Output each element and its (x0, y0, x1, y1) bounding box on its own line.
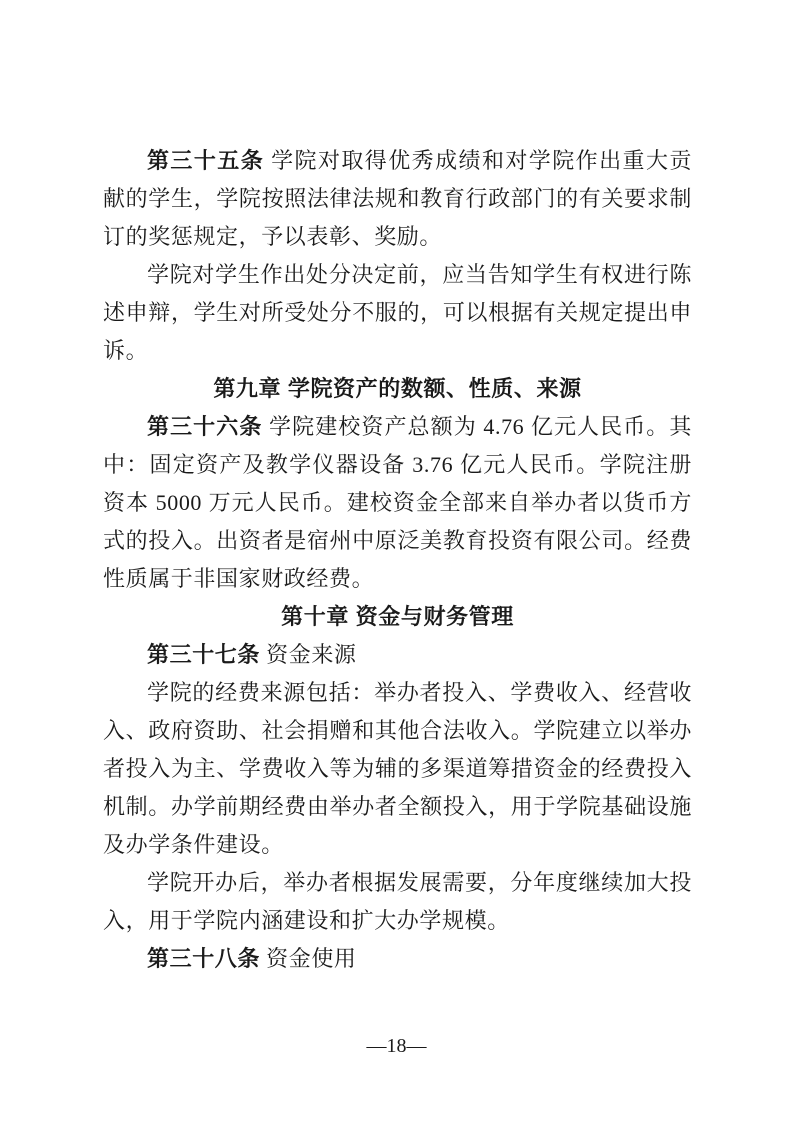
chapter-heading: 第十章 资金与财务管理 (281, 604, 514, 629)
paragraph: 第三十六条 学院建校资产总额为 4.76 亿元人民币。其中：固定资产及教学仪器设备 3.76 亿元人民币。学院注册资本 5000 万元人民币。建校资金全部来自举办者以货币方式的投入。出资者是宿州中原泛美教育投资有限公司。经费性质属于非国家财政经费。 (103, 414, 692, 591)
paragraph: 第三十七条 资金来源 (147, 642, 357, 667)
article-number-label: 第三十八条 (147, 946, 261, 971)
chapter-heading: 第九章 学院资产的数额、性质、来源 (213, 376, 582, 401)
paragraph: 学院开办后，举办者根据发展需要，分年度继续加大投入，用于学院内涵建设和扩大办学规模。 (103, 870, 692, 933)
article-number-label: 第三十六条 (147, 414, 263, 439)
document-body (103, 142, 692, 978)
article-number-label: 第三十七条 (147, 642, 261, 667)
paragraph: 第三十五条 学院对取得优秀成绩和对学院作出重大贡献的学生，学院按照法律法规和教育行政部门的有关要求制订的奖惩规定，予以表彰、奖励。 (103, 148, 692, 249)
paragraph: 学院对学生作出处分决定前，应当告知学生有权进行陈述申辩，学生对所受处分不服的，可以根据有关规定提出申诉。 (103, 262, 692, 363)
paragraph: 学院的经费来源包括：举办者投入、学费收入、经营收入、政府资助、社会捐赠和其他合法收入。学院建立以举办者投入为主、学费收入等为辅的多渠道筹措资金的经费投入机制。办学前期经费由举办者全额投入，用于学院基础设施及办学条件建设。 (103, 680, 692, 857)
page-number: —18— (366, 1035, 427, 1057)
article-number-label: 第三十五条 (147, 148, 265, 173)
paragraph: 第三十八条 资金使用 (147, 946, 357, 971)
